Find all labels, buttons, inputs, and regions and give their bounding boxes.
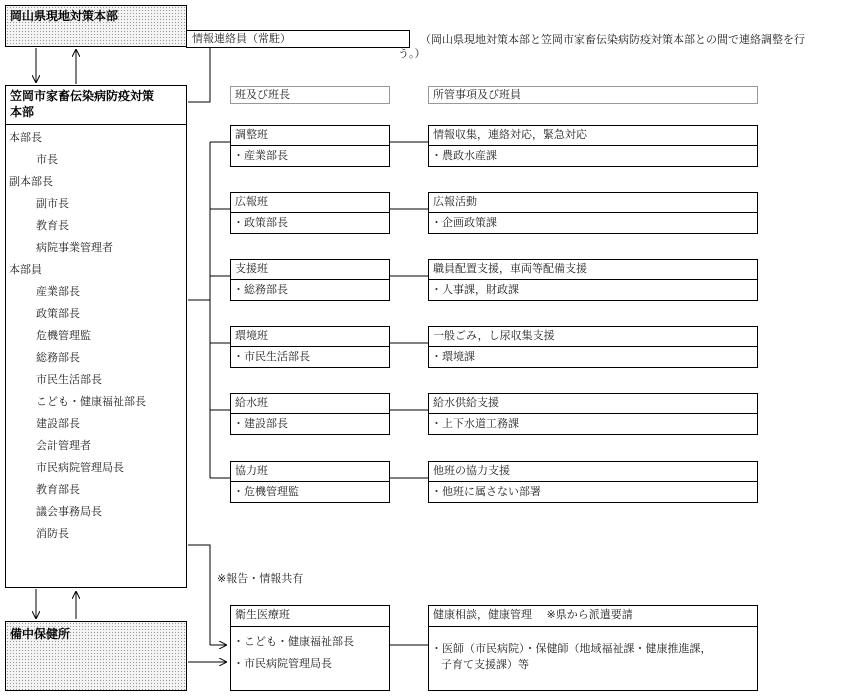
- duty-members: ・企画政策課: [431, 216, 497, 229]
- city-hq-member: 総務部長: [36, 351, 80, 364]
- team-name: 調整班: [235, 128, 268, 141]
- health-center-title: 備中保健所: [10, 627, 71, 641]
- city-hq-member: こども・健康福祉部長: [36, 395, 146, 408]
- city-hq-member: 市民生活部長: [36, 373, 102, 386]
- medical-members-line1: ・医師（市民病院）・保健師（地域福祉課・健康推進課，: [431, 642, 712, 655]
- duty-text: 給水供給支援: [433, 396, 499, 409]
- medical-team-name: 衛生医療班: [235, 608, 290, 621]
- city-hq-title-line2: 本部: [10, 105, 35, 119]
- medical-members-line2: 子育て支援課）等: [441, 658, 529, 671]
- report-note: ※報告・情報共有: [217, 572, 304, 585]
- team-leader: ・市民生活部長: [233, 350, 310, 363]
- city-hq-member: 会計管理者: [36, 439, 91, 452]
- liaison-connector: [188, 48, 210, 102]
- duty-members: ・農政水産課: [431, 149, 497, 162]
- team-leader: ・総務部長: [233, 283, 288, 296]
- city-hq-title-line1: 笠岡市家畜伝染病防疫対策: [10, 89, 155, 103]
- city-hq-member: 政策部長: [36, 307, 80, 320]
- duty-column-header-label: 所管事項及び班員: [433, 88, 521, 101]
- medical-team-leader-2: ・市民病院管理局長: [233, 657, 332, 670]
- medical-team-leader-1: ・こども・健康福祉部長: [233, 635, 354, 648]
- duty-members: ・人事課，財政課: [431, 283, 519, 296]
- medical-duty-text: 健康相談，健康管理 ※県から派遣要請: [433, 608, 633, 621]
- city-hq-member: 産業部長: [36, 285, 80, 298]
- team-name: 協力班: [235, 464, 268, 477]
- medical-connector: [188, 545, 210, 645]
- city-hq-member: 建設部長: [36, 417, 80, 430]
- city-hq-member: 市民病院管理局長: [36, 461, 124, 474]
- duty-text: 広報活動: [433, 195, 477, 208]
- city-hq-member: 教育長: [36, 219, 69, 232]
- team-name: 支援班: [235, 262, 268, 275]
- team-leader: ・危機管理監: [233, 485, 299, 498]
- team-leader: ・産業部長: [233, 149, 288, 162]
- prefecture-hq-title: 岡山県現地対策本部: [10, 9, 119, 23]
- team-name: 広報班: [235, 195, 268, 208]
- city-hq-member: 副本部長: [9, 175, 53, 188]
- city-hq-member: 市長: [36, 153, 58, 166]
- team-name: 給水班: [235, 396, 268, 409]
- city-hq-member: 危機管理監: [36, 329, 91, 342]
- city-hq-member: 消防長: [36, 527, 69, 540]
- city-hq-member: 本部員: [9, 263, 42, 276]
- city-hq-member: 病院事業管理者: [36, 241, 113, 254]
- duty-text: 情報収集，連絡対応，緊急対応: [433, 128, 587, 141]
- duty-members: ・上下水道工務課: [431, 417, 519, 430]
- duty-members: ・環境課: [431, 350, 475, 363]
- duty-text: 職員配置支援，車両等配備支援: [433, 262, 587, 275]
- duty-members: ・他班に属さない部署: [431, 485, 541, 498]
- team-column-header-label: 班及び班長: [235, 88, 290, 101]
- city-hq-member: 教育部長: [36, 483, 80, 496]
- team-leader: ・建設部長: [233, 417, 288, 430]
- city-hq-member: 本部長: [9, 131, 42, 144]
- liaison-note-line2: う。）: [398, 47, 426, 60]
- city-hq-member: 議会事務局長: [36, 505, 102, 518]
- team-leader: ・政策部長: [233, 216, 288, 229]
- team-name: 環境班: [235, 329, 268, 342]
- city-hq-member: 副市長: [36, 197, 69, 210]
- duty-text: 一般ごみ，し尿収集支援: [433, 329, 555, 342]
- liaison-label: 情報連絡員（常駐）: [192, 32, 291, 45]
- liaison-note-line1: （岡山県現地対策本部と笠岡市家畜伝染病防疫対策本部との間で連絡調整を行: [420, 33, 805, 46]
- duty-text: 他班の協力支援: [433, 464, 510, 477]
